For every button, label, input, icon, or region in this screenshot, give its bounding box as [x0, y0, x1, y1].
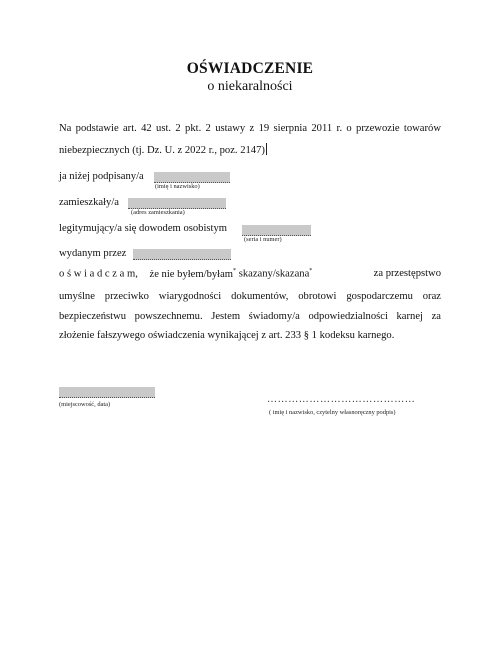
declaration-convicted: skazany/skazana [238, 268, 310, 280]
legal-basis-line-2 [59, 143, 267, 156]
id-number-caption: (seria i numer) [244, 236, 282, 243]
declaration-line-4: złożenie fałszywego oświadczenia wynikającej z art. 233 § 1 kodeksu karnego. [59, 330, 395, 341]
signed-label: ja niżej podpisany/a [59, 171, 144, 182]
address-field[interactable] [128, 198, 226, 209]
declaration-offense: za przestępstwo [373, 268, 441, 279]
issued-by-field[interactable] [133, 249, 231, 260]
id-number-field[interactable] [242, 225, 311, 236]
declaration-line-2: umyślne przeciwko wiarygodności dokumentów, obrotowi gospodarczemu oraz [59, 291, 441, 302]
declaration-not-convicted: że nie byłem/byłam [149, 268, 234, 280]
address-caption: (adres zamieszkania) [131, 209, 185, 216]
footnote-mark-2: * [309, 268, 313, 274]
declaration-line-1 [59, 268, 441, 280]
legal-basis-line-1: Na podstawie art. 42 ust. 2 pkt. 2 ustawy z 19 sierpnia 2011 r. o przewozie towarów [59, 123, 441, 134]
id-label: legitymujący/a się dowodem osobistym [59, 223, 228, 234]
document-subtitle: o niekaralności [207, 79, 293, 94]
text-cursor [266, 143, 267, 155]
declare-word: o ś w i a d c z a m, [59, 268, 138, 280]
signature-caption: ( imię i nazwisko, czytelny własnoręczny podpis) [269, 409, 396, 416]
place-date-field[interactable] [59, 387, 155, 398]
footnote-mark-1: * [233, 268, 237, 274]
legal-basis-text: niebezpiecznych (tj. Dz. U. z 2022 r., poz. 2147) [59, 145, 265, 156]
signature-line[interactable]: …………………………………… [267, 394, 416, 405]
full-name-field[interactable] [154, 172, 230, 183]
document-title: OŚWIADCZENIE [186, 60, 314, 77]
full-name-caption: (imię i nazwisko) [155, 183, 200, 190]
place-date-caption: (miejscowość, data) [59, 401, 111, 408]
declaration-line-3: bezpieczeństwu powszechnemu. Jestem świadomy/a odpowiedzialności karnej za [59, 311, 441, 322]
issued-by-label: wydanym przez [59, 248, 127, 259]
residence-label: zamieszkały/a [59, 197, 119, 208]
